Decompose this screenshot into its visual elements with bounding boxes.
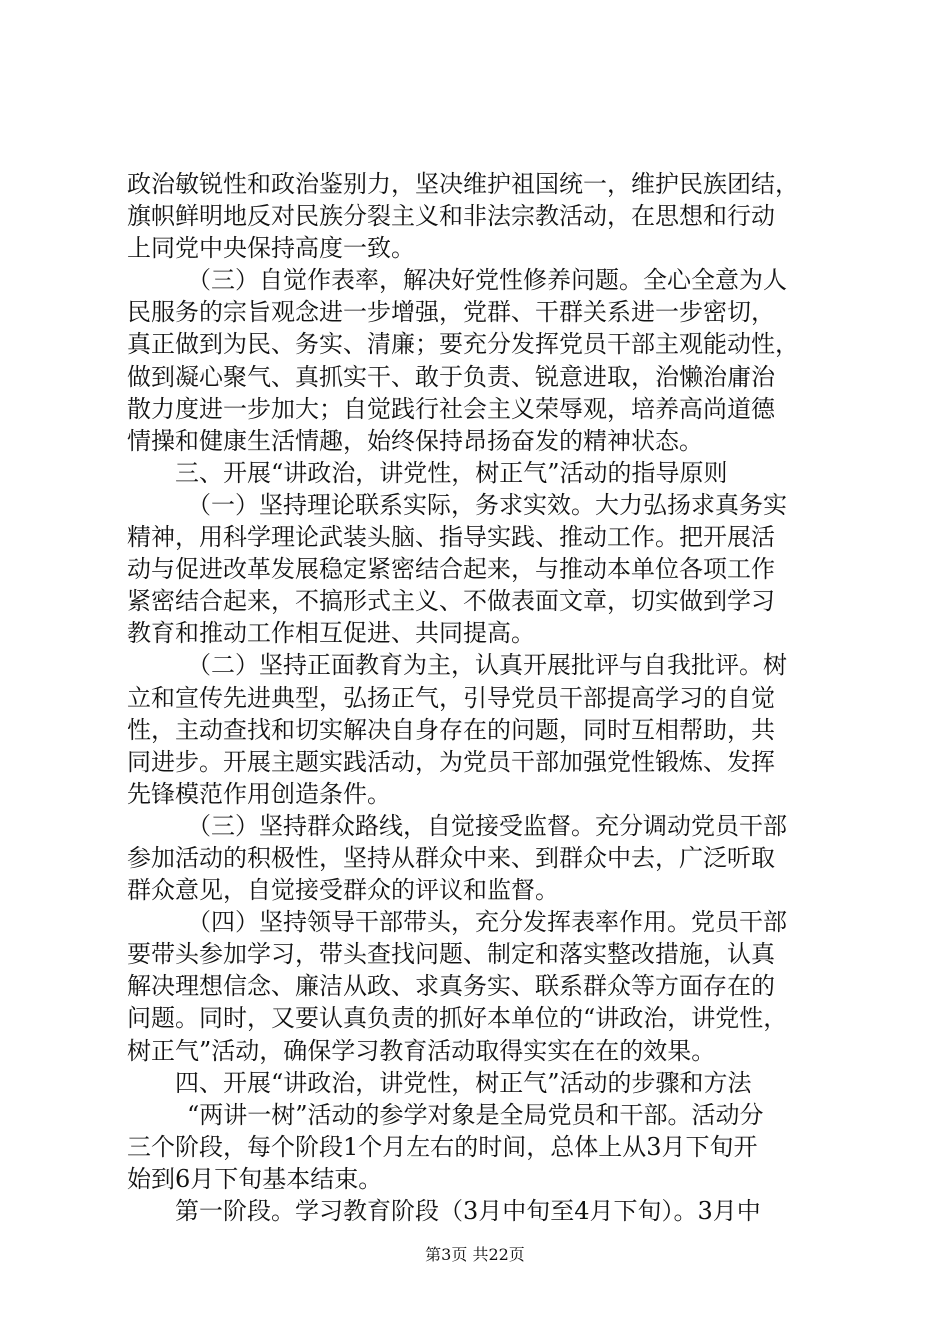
text-line: 做到凝心聚气、真抓实干、敢于负责、锐意进取，治懒治庸治 — [127, 362, 775, 391]
text-line: 政治敏锐性和政治鉴别力，坚决维护祖国统一，维护民族团结， — [127, 170, 799, 198]
text-line: 三个阶段，每个阶段1个月左右的时间，总体上从3月下旬开 — [127, 1132, 758, 1161]
section-heading: 四、开展“讲政治，讲党性，树正气”活动的步骤和方法 — [175, 1068, 752, 1097]
text-line: 始到6月下旬基本结束。 — [127, 1164, 383, 1193]
text-line: 先锋模范作用创造条件。 — [127, 779, 391, 808]
document-body — [127, 168, 833, 1227]
paragraph-start-line: （三）坚持群众路线，自觉接受监督。充分调动党员干部 — [187, 811, 787, 840]
text-line: 立和宣传先进典型，弘扬正气，引导党员干部提高学习的自觉 — [127, 683, 775, 712]
text-line: 紧密结合起来，不搞形式主义、不做表面文章，切实做到学习 — [127, 587, 775, 616]
page-footer: 第3页 共22页 — [425, 1245, 525, 1264]
text-line: 上同党中央保持高度一致。 — [127, 234, 415, 263]
text-line: 问题。同时，又要认真负责的抓好本单位的“讲政治，讲党性， — [127, 1004, 788, 1033]
text-line: 教育和推动工作相互促进、共同提高。 — [127, 619, 535, 648]
text-line: 散力度进一步加大；自觉践行社会主义荣辱观，培养高尚道德 — [127, 394, 775, 423]
paragraph-start-line: （四）坚持领导干部带头，充分发挥表率作用。党员干部 — [187, 908, 787, 937]
paragraph-start-line: “两讲一树”活动的参学对象是全局党员和干部。活动分 — [187, 1100, 764, 1129]
text-line: 参加活动的积极性，坚持从群众中来、到群众中去，广泛听取 — [127, 843, 775, 872]
section-heading: 三、开展“讲政治，讲党性，树正气”活动的指导原则 — [175, 458, 728, 487]
text-line: 性，主动查找和切实解决自身存在的问题，同时互相帮助，共 — [127, 715, 775, 744]
text-line: 民服务的宗旨观念进一步增强，党群、干群关系进一步密切， — [127, 298, 775, 327]
text-line: 解决理想信念、廉洁从政、求真务实、联系群众等方面存在的 — [127, 972, 775, 1001]
text-line: 同进步。开展主题实践活动，为党员干部加强党性锻炼、发挥 — [127, 747, 775, 776]
text-line: 旗帜鲜明地反对民族分裂主义和非法宗教活动，在思想和行动 — [127, 202, 775, 231]
paragraph-start-line: （三）自觉作表率，解决好党性修养问题。全心全意为人 — [187, 266, 787, 295]
text-line: 动与促进改革发展稳定紧密结合起来，与推动本单位各项工作 — [127, 555, 775, 584]
paragraph-start-line: （二）坚持正面教育为主，认真开展批评与自我批评。树 — [187, 651, 787, 680]
text-line: 真正做到为民、务实、清廉；要充分发挥党员干部主观能动性， — [127, 330, 799, 359]
text-line: 群众意见，自觉接受群众的评议和监督。 — [127, 876, 559, 905]
text-line: 要带头参加学习，带头查找问题、制定和落实整改措施，认真 — [127, 940, 775, 969]
paragraph-start-line: 第一阶段。学习教育阶段（3月中旬至4月下旬）。3月中 — [175, 1197, 761, 1225]
text-line: 情操和健康生活情趣，始终保持昂扬奋发的精神状态。 — [127, 426, 703, 455]
text-line: 树正气”活动，确保学习教育活动取得实实在在的效果。 — [127, 1036, 716, 1065]
paragraph-start-line: （一）坚持理论联系实际，务求实效。大力弘扬求真务实 — [187, 490, 787, 519]
text-line: 精神，用科学理论武装头脑、指导实践、推动工作。把开展活 — [127, 523, 775, 552]
